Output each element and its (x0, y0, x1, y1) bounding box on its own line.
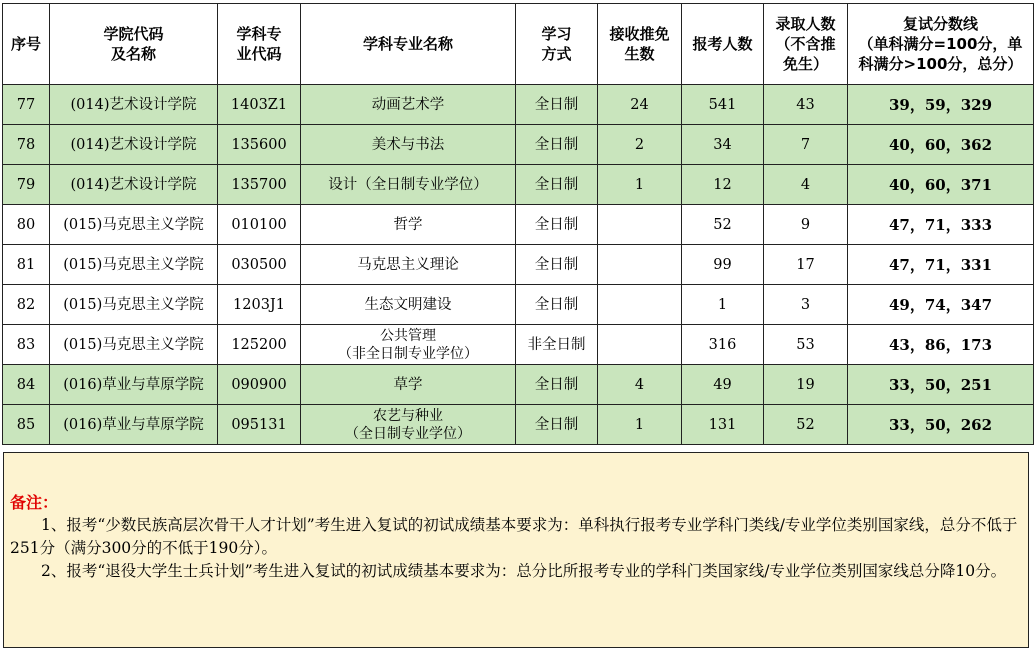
cell-study-mode: 非全日制 (516, 325, 598, 365)
cell-major-code: 030500 (218, 245, 301, 285)
cell-recommended (598, 325, 682, 365)
cell-score-line: 40，60，371 (848, 165, 1034, 205)
cell-study-mode: 全日制 (516, 205, 598, 245)
cell-major-code: 125200 (218, 325, 301, 365)
cell-major-name: 哲学 (301, 205, 516, 245)
cell-recommended: 1 (598, 165, 682, 205)
cell-major-code: 135600 (218, 125, 301, 165)
cell-college: (016)草业与草原学院 (50, 365, 218, 405)
cell-applicants: 541 (682, 85, 764, 125)
cell-college: (015)马克思主义学院 (50, 245, 218, 285)
cell-study-mode: 全日制 (516, 405, 598, 445)
header-no: 序号 (3, 4, 50, 85)
cell-major-name: 美术与书法 (301, 125, 516, 165)
cell-no: 77 (3, 85, 50, 125)
table-row (3, 165, 1034, 205)
cell-major-name: 草学 (301, 365, 516, 405)
table-row (3, 325, 1034, 365)
cell-applicants: 12 (682, 165, 764, 205)
cell-score-line: 40，60，362 (848, 125, 1034, 165)
cell-college: (015)马克思主义学院 (50, 325, 218, 365)
cell-recommended: 24 (598, 85, 682, 125)
cell-college: (014)艺术设计学院 (50, 125, 218, 165)
cell-admitted: 7 (764, 125, 848, 165)
cell-admitted: 17 (764, 245, 848, 285)
cell-admitted: 53 (764, 325, 848, 365)
table-row (3, 205, 1034, 245)
cell-recommended (598, 245, 682, 285)
cell-recommended: 2 (598, 125, 682, 165)
cell-no: 82 (3, 285, 50, 325)
table-row (3, 85, 1034, 125)
cell-major-name: 公共管理 （非全日制专业学位） (301, 325, 516, 365)
cell-admitted: 43 (764, 85, 848, 125)
cell-major-code: 1203J1 (218, 285, 301, 325)
cell-college: (014)艺术设计学院 (50, 165, 218, 205)
cell-major-name: 生态文明建设 (301, 285, 516, 325)
cell-major-name: 设计（全日制专业学位） (301, 165, 516, 205)
cell-applicants: 49 (682, 365, 764, 405)
table-row (3, 285, 1034, 325)
cell-applicants: 99 (682, 245, 764, 285)
cell-study-mode: 全日制 (516, 365, 598, 405)
cell-college: (014)艺术设计学院 (50, 85, 218, 125)
cell-no: 78 (3, 125, 50, 165)
cell-score-line: 33，50，262 (848, 405, 1034, 445)
table-row (3, 125, 1034, 165)
header-major-code: 学科专 业代码 (218, 4, 301, 85)
cell-no: 79 (3, 165, 50, 205)
header-study-mode: 学习 方式 (516, 4, 598, 85)
cell-admitted: 3 (764, 285, 848, 325)
cell-no: 85 (3, 405, 50, 445)
header-score-line: 复试分数线 （单科满分=100分，单 科满分>100分，总分） (848, 4, 1034, 85)
cell-score-line: 39，59，329 (848, 85, 1034, 125)
cell-applicants: 34 (682, 125, 764, 165)
cell-study-mode: 全日制 (516, 285, 598, 325)
header-major-name: 学科专业名称 (301, 4, 516, 85)
note-item: 2、报考“退役大学生士兵计划”考生进入复试的初试成绩基本要求为：总分比所报考专业的学科门类国家线/专业学位类别国家线总分降10分。 (41, 562, 1007, 580)
admission-table (2, 3, 1034, 445)
table-header-row (3, 4, 1034, 85)
cell-score-line: 47，71，333 (848, 205, 1034, 245)
cell-college: (015)马克思主义学院 (50, 205, 218, 245)
cell-score-line: 49，74，347 (848, 285, 1034, 325)
cell-study-mode: 全日制 (516, 125, 598, 165)
cell-recommended: 1 (598, 405, 682, 445)
cell-no: 84 (3, 365, 50, 405)
cell-college: (015)马克思主义学院 (50, 285, 218, 325)
header-college: 学院代码 及名称 (50, 4, 218, 85)
header-recommended: 接收推免 生数 (598, 4, 682, 85)
cell-study-mode: 全日制 (516, 165, 598, 205)
table-row (3, 365, 1034, 405)
cell-score-line: 47，71，331 (848, 245, 1034, 285)
cell-admitted: 9 (764, 205, 848, 245)
cell-applicants: 131 (682, 405, 764, 445)
note-item: 1、报考“少数民族高层次骨干人才计划”考生进入复试的初试成绩基本要求为：单科执行报考专业学科门类线/专业学位类别国家线，总分不低于251分（满分300分的不低于190分）。 (10, 516, 1018, 557)
cell-applicants: 1 (682, 285, 764, 325)
cell-major-name: 农艺与种业 （全日制专业学位） (301, 405, 516, 445)
cell-recommended: 4 (598, 365, 682, 405)
cell-recommended (598, 285, 682, 325)
cell-major-name: 马克思主义理论 (301, 245, 516, 285)
table-row (3, 245, 1034, 285)
cell-no: 83 (3, 325, 50, 365)
cell-study-mode: 全日制 (516, 245, 598, 285)
header-admitted: 录取人数 （不含推 免生） (764, 4, 848, 85)
cell-admitted: 19 (764, 365, 848, 405)
cell-college: (016)草业与草原学院 (50, 405, 218, 445)
cell-admitted: 4 (764, 165, 848, 205)
cell-applicants: 316 (682, 325, 764, 365)
cell-major-name: 动画艺术学 (301, 85, 516, 125)
cell-recommended (598, 205, 682, 245)
notes-box (3, 452, 1029, 648)
cell-score-line: 43，86，173 (848, 325, 1034, 365)
cell-no: 81 (3, 245, 50, 285)
table-body (3, 85, 1034, 445)
cell-major-code: 095131 (218, 405, 301, 445)
header-applicants: 报考人数 (682, 4, 764, 85)
cell-study-mode: 全日制 (516, 85, 598, 125)
cell-score-line: 33，50，251 (848, 365, 1034, 405)
notes-title: 备注： (10, 493, 59, 512)
cell-major-code: 010100 (218, 205, 301, 245)
cell-no: 80 (3, 205, 50, 245)
cell-applicants: 52 (682, 205, 764, 245)
cell-major-code: 135700 (218, 165, 301, 205)
cell-major-code: 090900 (218, 365, 301, 405)
cell-admitted: 52 (764, 405, 848, 445)
cell-major-code: 1403Z1 (218, 85, 301, 125)
table-row (3, 405, 1034, 445)
